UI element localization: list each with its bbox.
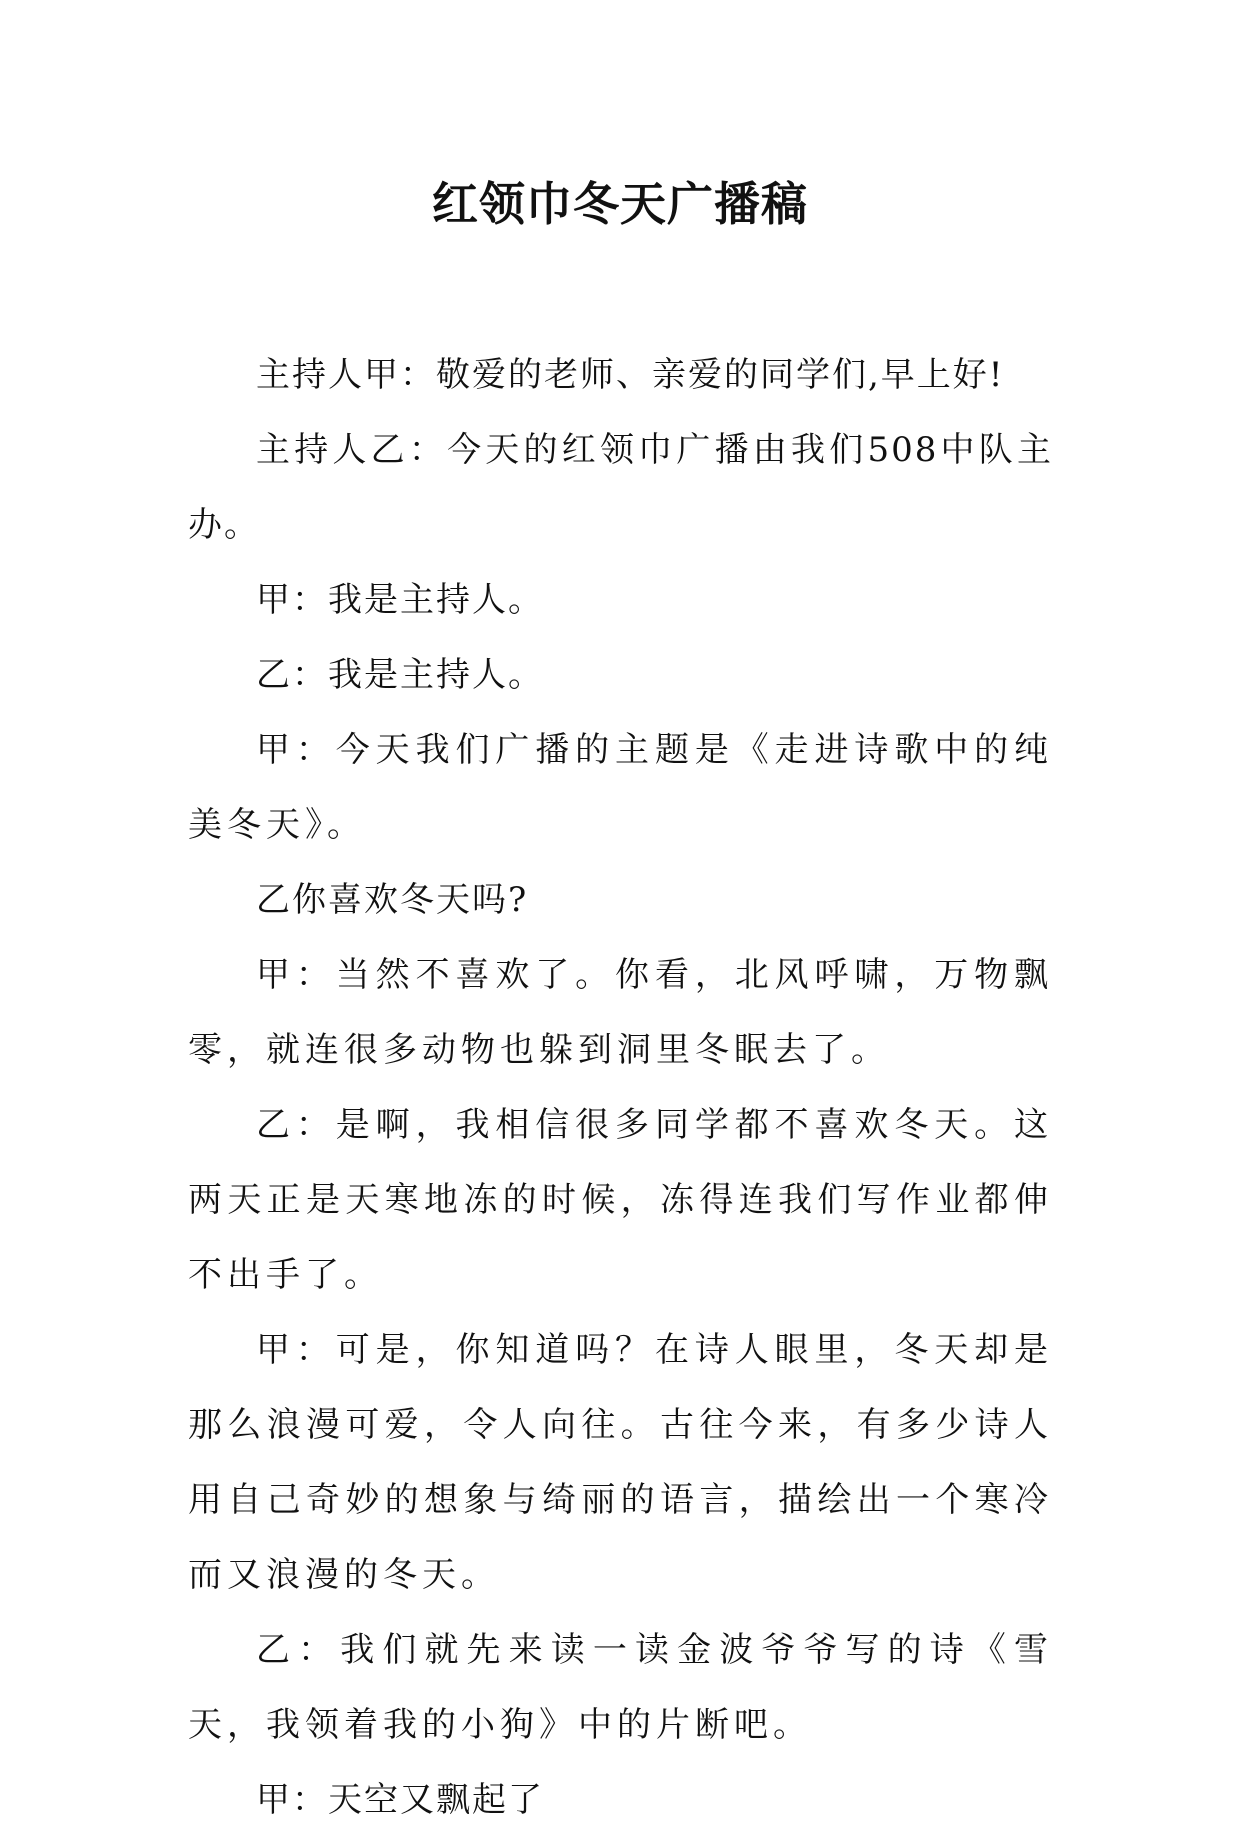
paragraph-5: 甲：今天我们广播的主题是《走进诗歌中的纯美冬天》。 (188, 730, 1053, 845)
paragraph-10: 乙：我们就先来读一读金波爷爷写的诗《雪天，我领着我的小狗》中的片断吧。 (188, 1630, 1053, 1745)
paragraph-11: 甲：天空又飘起了 (256, 1780, 544, 1820)
document-title: 红领巾冬天广播稿 (432, 177, 808, 231)
paragraph-4: 乙：我是主持人。 (256, 655, 544, 695)
paragraph-2: 主持人乙：今天的红领巾广播由我们508中队主办。 (188, 430, 1053, 545)
paragraph-6: 乙你喜欢冬天吗? (256, 880, 529, 920)
paragraph-3: 甲：我是主持人。 (256, 580, 544, 620)
document-body (188, 338, 1053, 1838)
paragraph-8: 乙：是啊，我相信很多同学都不喜欢冬天。这两天正是天寒地冻的时候，冻得连我们写作业都伸不出手了。 (188, 1105, 1053, 1295)
paragraph-1: 主持人甲：敬爱的老师、亲爱的同学们,早上好! (256, 355, 1005, 395)
paragraph-9: 甲：可是，你知道吗？在诗人眼里，冬天却是那么浪漫可爱，令人向往。古往今来，有多少诗人用自己奇妙的想象与绮丽的语言，描绘出一个寒冷而又浪漫的冬天。 (188, 1330, 1053, 1595)
paragraph-7: 甲：当然不喜欢了。你看，北风呼啸，万物飘零，就连很多动物也躲到洞里冬眠去了。 (188, 955, 1053, 1070)
